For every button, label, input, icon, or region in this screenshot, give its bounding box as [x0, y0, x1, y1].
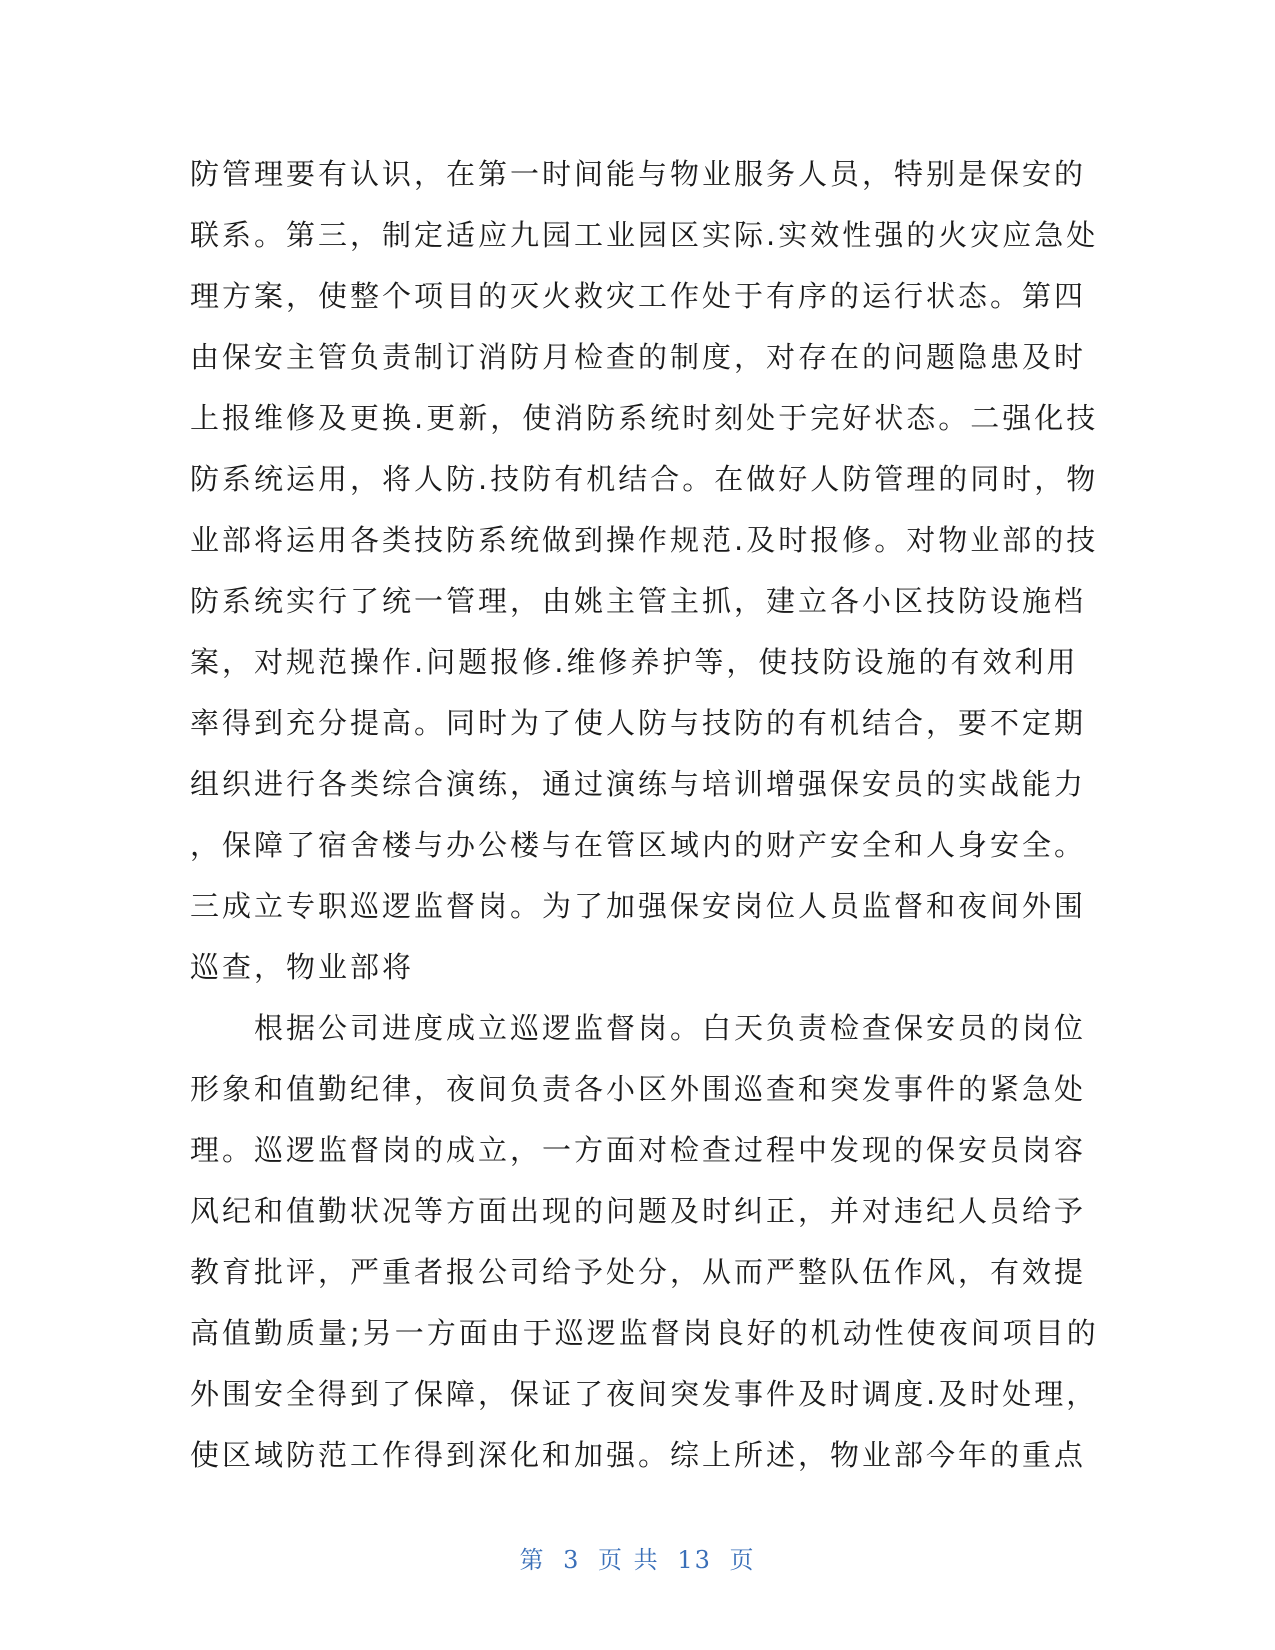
- text-line: 案，对规范操作.问题报修.维修养护等，使技防设施的有效利用: [190, 645, 1079, 679]
- text-line: 使区域防范工作得到深化和加强。综上所述，物业部今年的重点: [190, 1438, 1087, 1472]
- text-line: 由保安主管负责制订消防月检查的制度，对存在的问题隐患及时: [190, 340, 1087, 374]
- text-line: 组织进行各类综合演练，通过演练与培训增强保安员的实战能力: [190, 767, 1087, 801]
- text-line: 高值勤质量;另一方面由于巡逻监督岗良好的机动性使夜间项目的: [190, 1316, 1099, 1350]
- text-line: 理。巡逻监督岗的成立，一方面对检查过程中发现的保安员岗容: [190, 1133, 1087, 1167]
- body-text: [190, 144, 1099, 1486]
- current-page-number: 3: [563, 1546, 581, 1574]
- text-line: 防系统实行了统一管理，由姚主管主抓，建立各小区技防设施档: [190, 584, 1087, 618]
- text-line: 上报维修及更换.更新，使消防系统时刻处于完好状态。二强化技: [190, 401, 1099, 435]
- text-line: 外围安全得到了保障，保证了夜间突发事件及时调度.及时处理，: [190, 1377, 1099, 1411]
- text-line: ，保障了宿舍楼与办公楼与在管区域内的财产安全和人身安全。: [190, 828, 1087, 862]
- footer-prefix: 第: [519, 1546, 546, 1574]
- footer-suffix: 页: [729, 1546, 756, 1574]
- text-line: 防系统运用，将人防.技防有机结合。在做好人防管理的同时，物: [190, 462, 1099, 496]
- text-line: 根据公司进度成立巡逻监督岗。白天负责检查保安员的岗位: [190, 1011, 1087, 1045]
- text-line: 防管理要有认识，在第一时间能与物业服务人员，特别是保安的: [190, 157, 1087, 191]
- text-line: 三成立专职巡逻监督岗。为了加强保安岗位人员监督和夜间外围: [190, 889, 1087, 923]
- total-pages-number: 13: [677, 1546, 712, 1574]
- text-line: 理方案，使整个项目的灭火救灾工作处于有序的运行状态。第四: [190, 279, 1087, 313]
- footer-middle: 页 共: [598, 1546, 660, 1574]
- text-line: 风纪和值勤状况等方面出现的问题及时纠正，并对违纪人员给予: [190, 1194, 1087, 1228]
- text-line: 形象和值勤纪律，夜间负责各小区外围巡查和突发事件的紧急处: [190, 1072, 1087, 1106]
- text-line: 业部将运用各类技防系统做到操作规范.及时报修。对物业部的技: [190, 523, 1099, 557]
- text-line: 巡查，物业部将: [190, 950, 415, 984]
- text-line: 联系。第三，制定适应九园工业园区实际.实效性强的火灾应急处: [190, 218, 1099, 252]
- text-line: 教育批评，严重者报公司给予处分，从而严整队伍作风，有效提: [190, 1255, 1087, 1289]
- page-footer: [0, 1540, 1275, 1575]
- text-line: 率得到充分提高。同时为了使人防与技防的有机结合，要不定期: [190, 706, 1087, 740]
